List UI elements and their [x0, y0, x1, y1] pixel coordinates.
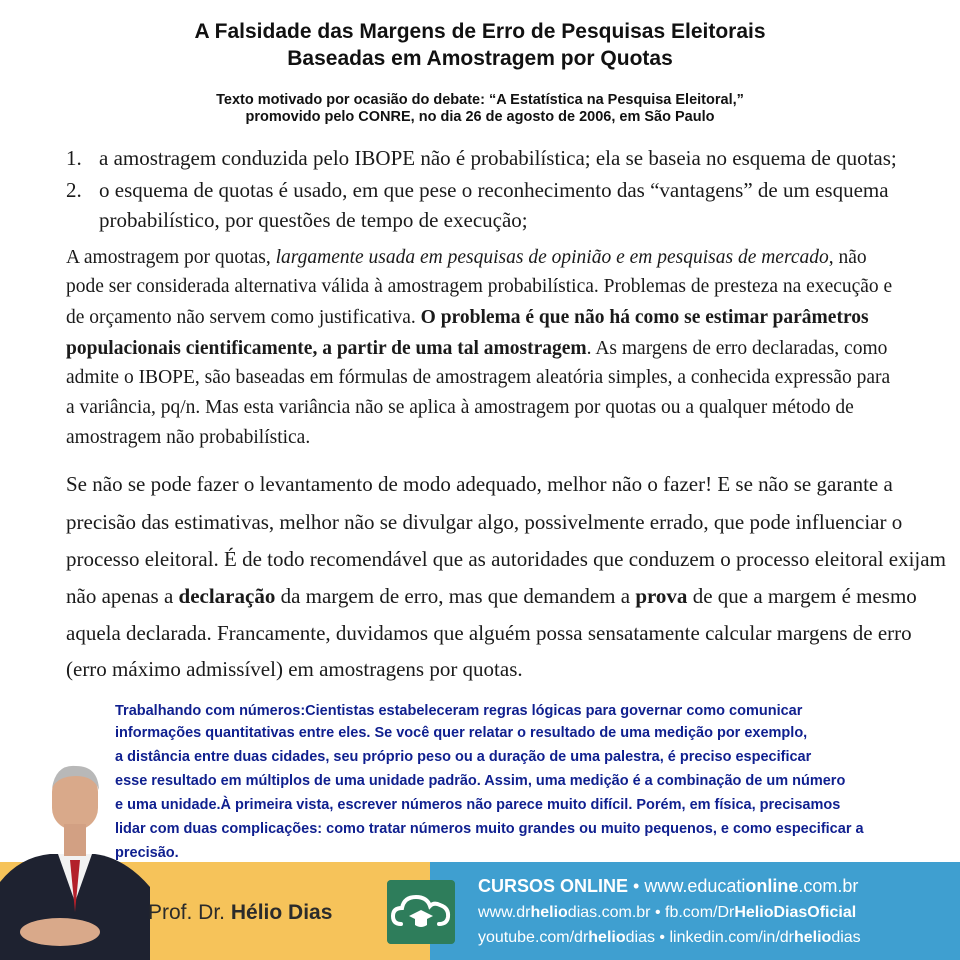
- footer-courses-line: CURSOS ONLINE • www.educationline.com.br: [478, 876, 859, 896]
- paragraph-line: populacionais cientificamente, a partir de uma tal amostragem. As margens de erro declaradas, como: [66, 338, 888, 359]
- blue-note-line: informações quantitativas entre eles. Se você quer relatar o resultado de uma medição por exemplo,: [115, 725, 808, 741]
- blue-note-line: precisão.: [115, 845, 179, 861]
- blue-note-line: lidar com duas complicações: como tratar números muito grandes ou muito pequenos, e como especificar a: [115, 821, 864, 837]
- professor-photo: [0, 762, 150, 960]
- footer-site-link[interactable]: www.educationline.com.br: [644, 876, 859, 896]
- paragraph-line: amostragem não probabilística.: [66, 427, 311, 448]
- footer-linkedin-link[interactable]: linkedin.com/in/drheliodias: [669, 929, 861, 946]
- list-number: 1.: [66, 146, 82, 170]
- professor-name: Prof. Dr. Hélio Dias: [148, 901, 333, 924]
- paragraph-line: Se não se pode fazer o levantamento de modo adequado, melhor não o fazer! E se não se garante a: [66, 472, 893, 496]
- article-title-line2: Baseadas em Amostragem por Quotas: [287, 47, 673, 70]
- subtitle-line2: promovido pelo CONRE, no dia 26 de agosto de 2006, em São Paulo: [245, 109, 715, 125]
- paragraph-line: pode ser considerada alternativa válida à amostragem probabilística. Problemas de presteza na execução e: [66, 276, 893, 297]
- footer-facebook-link[interactable]: fb.com/DrHelioDiasOficial: [665, 904, 857, 921]
- paragraph-line: processo eleitoral. É de todo recomendável que as autoridades que conduzem o processo eleitoral exijam: [66, 547, 946, 571]
- cloud-graduation-cap-icon: [387, 880, 455, 944]
- paragraph-line: (erro máximo admissível) em amostragens por quotas.: [66, 657, 523, 681]
- subtitle-line1: Texto motivado por ocasião do debate: “A Estatística na Pesquisa Eleitoral,”: [216, 92, 744, 108]
- paragraph-line: aquela declarada. Francamente, duvidamos que alguém possa sensatamente calcular margens de erro: [66, 621, 912, 645]
- footer-social-line: youtube.com/drheliodias • linkedin.com/in/drheliodias: [478, 929, 861, 946]
- paragraph-line: precisão das estimativas, melhor não se divulgar algo, possivelmente errado, que pode influenciar o: [66, 510, 903, 534]
- footer-links-line: www.drheliodias.com.br • fb.com/DrHelioDiasOficial: [478, 904, 857, 921]
- paragraph-line: de orçamento não servem como justificativa. O problema é que não há como se estimar parâmetros: [66, 307, 869, 328]
- paragraph-line: admite o IBOPE, são baseadas em fórmulas de amostragem aleatória simples, a conhecida expressão para: [66, 367, 891, 388]
- blue-note-line: esse resultado em múltiplos de uma unidade padrão. Assim, uma medição é a combinação de um número: [115, 773, 846, 789]
- paragraph-line: A amostragem por quotas, largamente usada em pesquisas de opinião e em pesquisas de mercado, não: [66, 247, 867, 268]
- list-text: o esquema de quotas é usado, em que pese o reconhecimento das “vantagens” de um esquema: [99, 178, 889, 202]
- footer-site-link[interactable]: www.drheliodias.com.br: [478, 904, 651, 921]
- article-title-line1: A Falsidade das Margens de Erro de Pesquisas Eleitorais: [194, 20, 766, 43]
- paragraph-line: a variância, pq/n. Mas esta variância não se aplica à amostragem por quotas ou a qualquer método de: [66, 397, 854, 418]
- blue-note-line: e uma unidade.À primeira vista, escrever números não parece muito difícil. Porém, em física, precisamos: [115, 797, 841, 813]
- blue-note-line: a distância entre duas cidades, seu próprio peso ou a duração de uma palestra, é preciso especificar: [115, 749, 812, 765]
- list-text: a amostragem conduzida pelo IBOPE não é probabilística; ela se baseia no esquema de quotas;: [99, 146, 897, 170]
- footer-youtube-link[interactable]: youtube.com/drheliodias: [478, 929, 655, 946]
- paragraph-line: não apenas a declaração da margem de erro, mas que demandem a prova de que a margem é mesmo: [66, 584, 917, 608]
- list-text: probabilístico, por questões de tempo de execução;: [99, 208, 528, 232]
- list-number: 2.: [66, 178, 82, 202]
- blue-note-line: Trabalhando com números:Cientistas estabeleceram regras lógicas para governar como comunicar: [115, 703, 803, 719]
